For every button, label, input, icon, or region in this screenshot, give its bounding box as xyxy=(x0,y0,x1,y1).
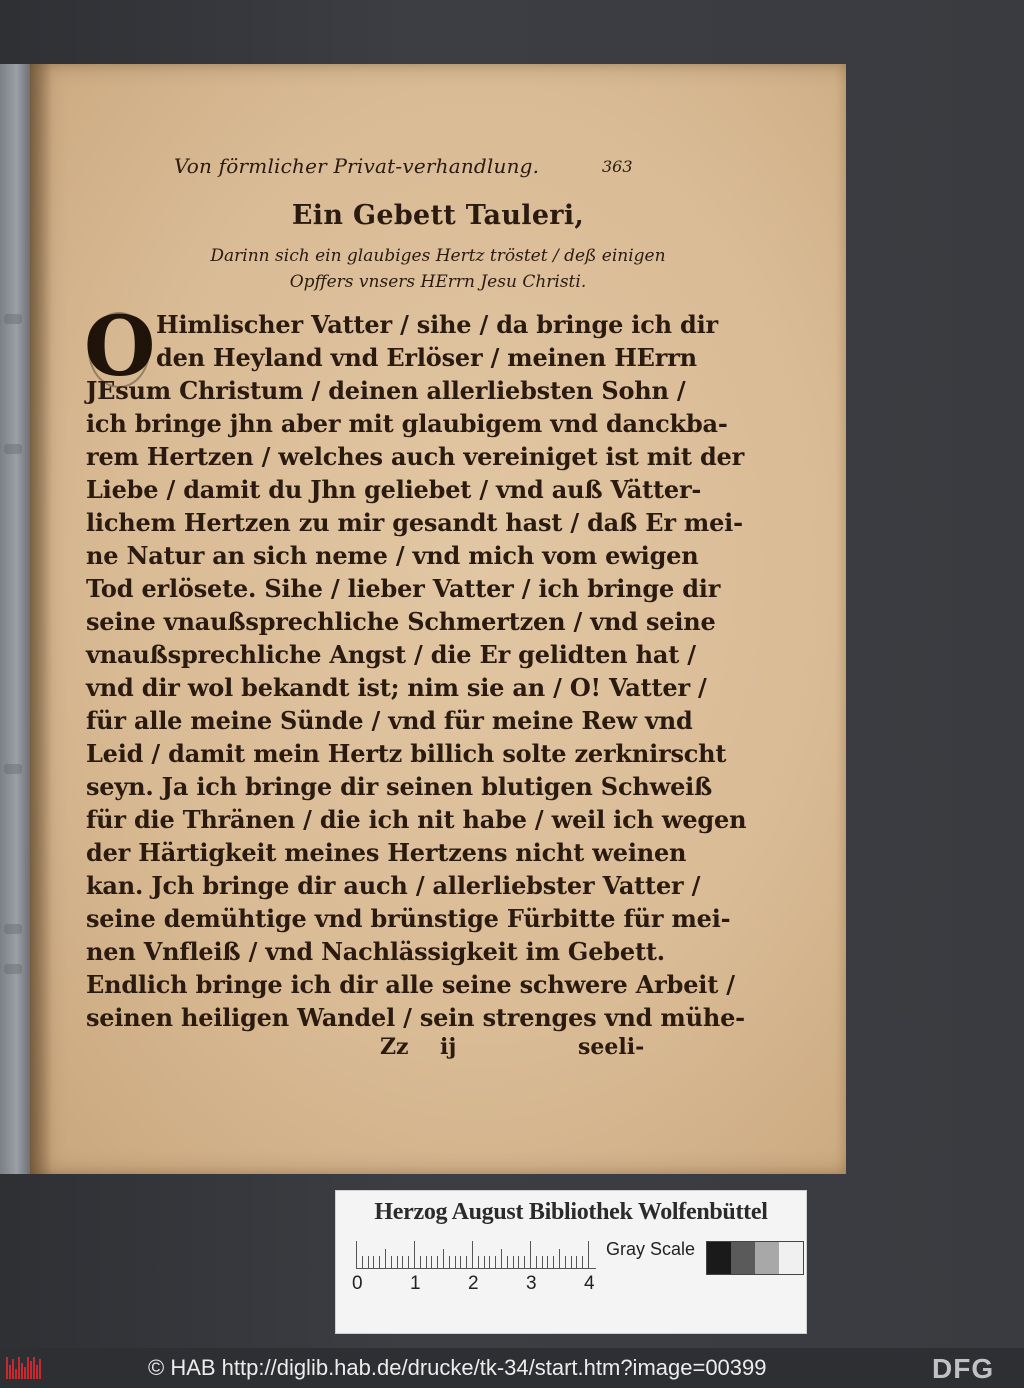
page-number: 363 xyxy=(602,157,633,176)
edge-ink-mark xyxy=(4,314,22,324)
body-text-line: Liebe / damit du Jhn geliebet / vnd auß Vätter- xyxy=(86,475,702,504)
ruler-tick xyxy=(565,1256,566,1269)
hab-logo-bar xyxy=(21,1363,23,1379)
hab-logo-bar xyxy=(39,1359,41,1379)
body-text-line: Himlischer Vatter / sihe / da bringe ich dir xyxy=(156,310,718,339)
ruler-tick xyxy=(571,1256,572,1269)
dfg-logo[interactable]: DFG xyxy=(932,1353,995,1384)
ruler-number: 3 xyxy=(526,1273,537,1294)
signature-mark: ij xyxy=(440,1034,457,1060)
ruler-tick xyxy=(373,1256,374,1269)
ruler-number: 2 xyxy=(468,1273,479,1294)
hab-logo-bar xyxy=(27,1357,29,1379)
body-text-line: der Härtigkeit meines Hertzens nicht weinen xyxy=(86,838,687,867)
ruler-tick xyxy=(524,1256,525,1269)
hab-logo-bar xyxy=(6,1357,8,1379)
body-text-line: den Heyland vnd Erlöser / meinen HErrn xyxy=(156,343,697,372)
ruler-tick xyxy=(385,1249,386,1269)
body-text-line: nen Vnfleiß / vnd Nachlässigkeit im Gebett. xyxy=(86,937,665,966)
edge-ink-mark xyxy=(4,924,22,934)
ruler-tick xyxy=(553,1256,554,1269)
edge-ink-mark xyxy=(4,764,22,774)
body-text-line: für die Thränen / die ich nit habe / weil ich wegen xyxy=(86,805,747,834)
edge-ink-mark xyxy=(4,964,22,974)
centimeter-ruler xyxy=(356,1239,596,1269)
hab-logo-bar xyxy=(24,1367,26,1379)
body-text-line: Leid / damit mein Hertz billich solte zerknirscht xyxy=(86,739,727,768)
ruler-tick xyxy=(507,1256,508,1269)
body-text-line: seine vnaußsprechliche Schmertzen / vnd seine xyxy=(86,607,716,636)
ruler-tick xyxy=(408,1256,409,1269)
body-text-line: ne Natur an sich neme / vnd mich vom ewigen xyxy=(86,541,699,570)
grayscale-swatch xyxy=(731,1242,755,1274)
grayscale-label: Gray Scale xyxy=(606,1239,696,1259)
ruler-tick xyxy=(368,1256,369,1269)
ruler-tick xyxy=(518,1256,519,1269)
ruler-tick xyxy=(559,1249,560,1269)
ruler-tick xyxy=(426,1256,427,1269)
scanned-page xyxy=(30,64,846,1174)
hab-logo-bar xyxy=(9,1365,11,1379)
body-text-line: seinen heiligen Wandel / sein strenges vnd mühe- xyxy=(86,1003,745,1032)
signature-mark: Zz xyxy=(380,1034,409,1060)
ruler-number: 0 xyxy=(352,1273,363,1294)
hab-logo-icon[interactable] xyxy=(6,1357,42,1379)
ruler-tick xyxy=(478,1256,479,1269)
ruler-number: 1 xyxy=(410,1273,421,1294)
prayer-subtitle-line: Opffers vnsers HErrn Jesu Christi. xyxy=(289,272,587,292)
ruler-tick xyxy=(466,1256,467,1269)
decorated-initial: O xyxy=(84,299,156,395)
ruler-tick xyxy=(501,1249,502,1269)
ruler-tick xyxy=(484,1256,485,1269)
running-head: Von förmlicher Privat-verhandlung. xyxy=(174,154,540,178)
body-text-line: für alle meine Sünde / vnd für meine Rew vnd xyxy=(86,706,693,735)
ruler-baseline xyxy=(356,1268,596,1269)
copyright-url[interactable]: © HAB http://diglib.hab.de/drucke/tk-34/start.htm?image=00399 xyxy=(148,1355,767,1380)
body-text-line: seyn. Ja ich bringe dir seinen blutigen Schweiß xyxy=(86,772,713,801)
ruler-tick xyxy=(536,1256,537,1269)
library-name: Herzog August Bibliothek Wolfenbüttel xyxy=(374,1199,768,1225)
color-calibration-card xyxy=(335,1190,807,1334)
body-text-line: vnd dir wol bekandt ist; nim sie an / O! Vatter / xyxy=(86,673,707,702)
ruler-tick xyxy=(449,1256,450,1269)
grayscale-swatch xyxy=(779,1242,803,1274)
ruler-tick xyxy=(513,1256,514,1269)
ruler-tick xyxy=(547,1256,548,1269)
ruler-tick xyxy=(542,1256,543,1269)
ruler-tick xyxy=(420,1256,421,1269)
ruler-tick xyxy=(530,1241,531,1269)
adjacent-page-edge xyxy=(0,64,30,1174)
grayscale-swatches xyxy=(706,1241,804,1275)
ruler-tick xyxy=(356,1241,357,1269)
hab-logo-bar xyxy=(15,1369,17,1379)
ruler-number: 4 xyxy=(584,1273,595,1294)
body-text-line: rem Hertzen / welches auch vereiniget ist mit der xyxy=(86,442,745,471)
hab-logo-bar xyxy=(30,1361,32,1379)
ruler-tick xyxy=(402,1256,403,1269)
ruler-tick xyxy=(397,1256,398,1269)
viewer-footer xyxy=(0,1348,1024,1388)
ruler-tick xyxy=(489,1256,490,1269)
catchword: seeli- xyxy=(578,1034,645,1060)
ruler-tick xyxy=(379,1256,380,1269)
ruler-tick xyxy=(443,1249,444,1269)
hab-logo-bar xyxy=(33,1357,35,1379)
body-text-line: Endlich bringe ich dir alle seine schwere Arbeit / xyxy=(86,970,735,999)
hab-logo-bar xyxy=(18,1357,20,1379)
ruler-tick xyxy=(495,1256,496,1269)
ruler-tick xyxy=(460,1256,461,1269)
ruler-tick xyxy=(391,1256,392,1269)
body-text-line: kan. Jch bringe dir auch / allerliebster Vatter / xyxy=(86,871,701,900)
body-text-line: seine demühtige vnd brünstige Fürbitte für mei- xyxy=(86,904,731,933)
ruler-tick xyxy=(437,1256,438,1269)
ruler-tick xyxy=(414,1241,415,1269)
ruler-tick xyxy=(588,1241,589,1269)
edge-ink-mark xyxy=(4,444,22,454)
grayscale-swatch xyxy=(707,1242,731,1274)
body-text-line: vnaußsprechliche Angst / die Er gelidten hat / xyxy=(86,640,696,669)
body-text-line: ich bringe jhn aber mit glaubigem vnd danckba- xyxy=(86,409,728,438)
ruler-tick xyxy=(431,1256,432,1269)
ruler-tick xyxy=(472,1241,473,1269)
body-text-line: Tod erlösete. Sihe / lieber Vatter / ich bringe dir xyxy=(86,574,721,603)
ruler-tick xyxy=(576,1256,577,1269)
ruler-tick xyxy=(455,1256,456,1269)
prayer-subtitle-line: Darinn sich ein glaubiges Hertz tröstet / deß einigen xyxy=(210,246,666,266)
prayer-title: Ein Gebett Tauleri, xyxy=(291,200,585,231)
body-text-line: lichem Hertzen zu mir gesandt hast / daß Er mei- xyxy=(86,508,743,537)
grayscale-swatch xyxy=(755,1242,779,1274)
ruler-tick xyxy=(582,1256,583,1269)
ruler-tick xyxy=(362,1256,363,1269)
hab-logo-bar xyxy=(12,1359,14,1379)
body-text-line: JEsum Christum / deinen allerliebsten Sohn / xyxy=(86,376,686,405)
hab-logo-bar xyxy=(36,1365,38,1379)
